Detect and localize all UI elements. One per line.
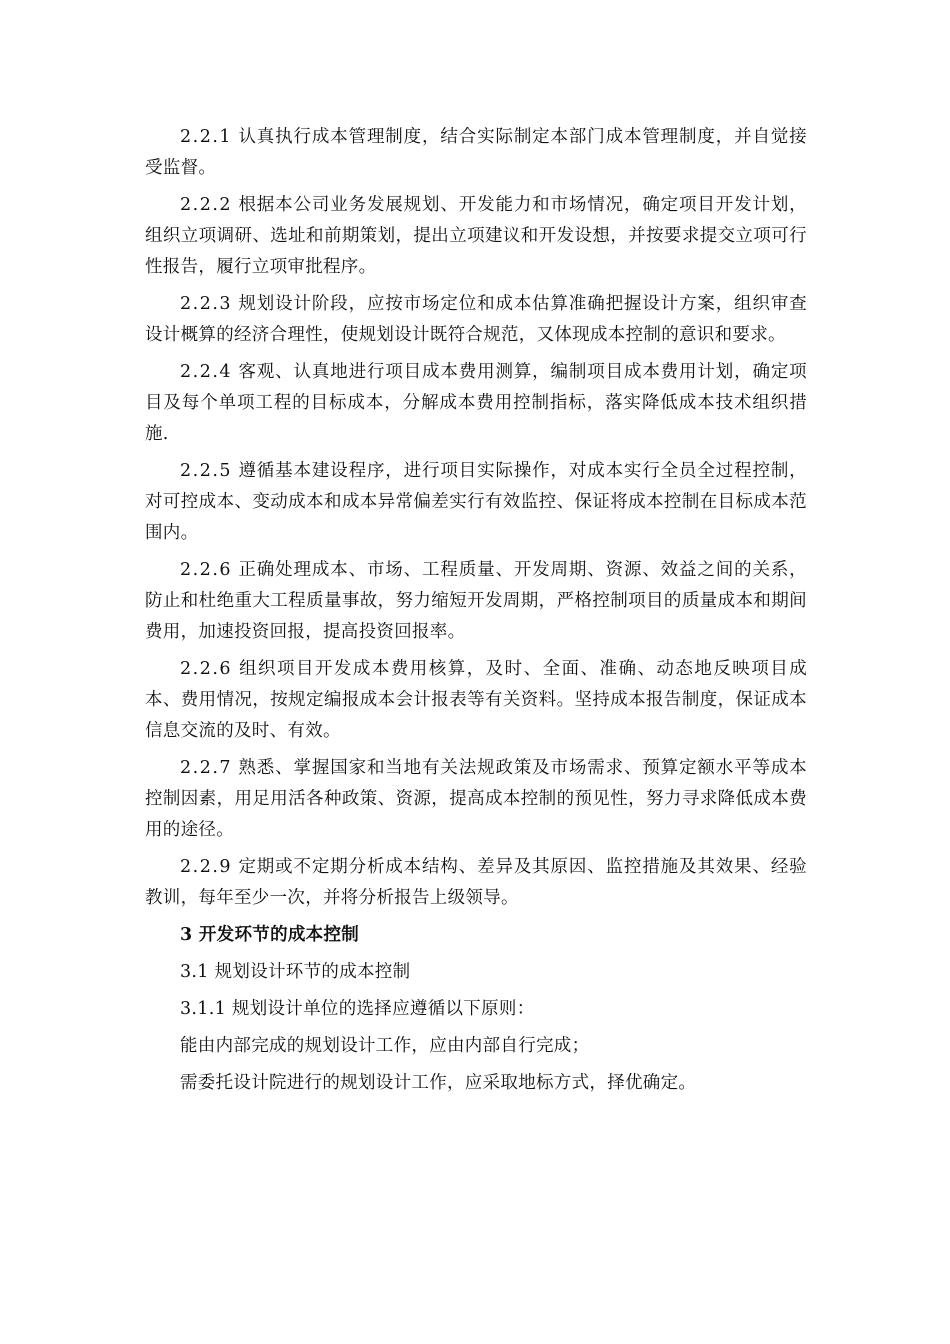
paragraph-text: 组织项目开发成本费用核算，及时、全面、准确、动态地反映项目成本、费用情况，按规定编报成本会计报表等有关资料。坚持成本报告制度，保证成本信息交流的及时、有效。: [145, 659, 807, 741]
paragraph-text: 认真执行成本管理制度，结合实际制定本部门成本管理制度，并自觉接受监督。: [145, 127, 807, 178]
paragraph-text: 遵循基本建设程序，进行项目实际操作，对成本实行全员全过程控制，对可控成本、变动成本和成本异常偏差实行有效监控、保证将成本控制在目标成本范围内。: [145, 461, 807, 543]
document-body: [145, 122, 807, 1105]
paragraph-2-2-5: [145, 456, 807, 549]
paragraph-text: 客观、认真地进行项目成本费用测算，编制项目成本费用计划，确定项目及每个单项工程的目标成本，分解成本费用控制指标，落实降低成本技术组织措施.: [145, 362, 807, 444]
clause-number: 2.2.6: [180, 659, 233, 679]
paragraph-2-2-6-a: [145, 555, 807, 648]
paragraph-text: 正确处理成本、市场、工程质量、开发周期、资源、效益之间的关系，防止和杜绝重大工程质量事故，努力缩短开发周期，严格控制项目的质量成本和期间费用，加速投资回报，提高投资回报率。: [145, 560, 807, 642]
principle-line-2: 需委托设计院进行的规划设计工作，应采取地标方式，择优确定。: [180, 1073, 697, 1093]
paragraph-2-2-9: [145, 852, 807, 914]
clause-number: 2.2.4: [180, 362, 233, 382]
clause-number: 2.2.3: [180, 294, 233, 314]
clause-number: 2.2.9: [180, 857, 233, 877]
paragraph-2-2-3: [145, 289, 807, 351]
clause-number: 2.2.1: [180, 127, 233, 147]
paragraph-text: 定期或不定期分析成本结构、差异及其原因、监控措施及其效果、经验教训，每年至少一次，并将分析报告上级领导。: [145, 857, 807, 908]
paragraph-2-2-6-b: [145, 654, 807, 747]
paragraph-2-2-1: [145, 122, 807, 184]
paragraph-text: 规划设计阶段，应按市场定位和成本估算准确把握设计方案，组织审查设计概算的经济合理性，使规划设计既符合规范，又体现成本控制的意识和要求。: [145, 294, 807, 345]
paragraph-text: 熟悉、掌握国家和当地有关法规政策及市场需求、预算定额水平等成本控制因素，用足用活各种政策、资源，提高成本控制的预见性，努力寻求降低成本费用的途径。: [145, 758, 807, 840]
paragraph-2-2-4: [145, 357, 807, 450]
subsection-heading: 3.1 规划设计环节的成本控制: [180, 962, 411, 982]
clause-number: 2.2.7: [180, 758, 233, 778]
section-heading: 3 开发环节的成本控制: [180, 925, 360, 945]
clause-number: 2.2.6: [180, 560, 233, 580]
paragraph-2-2-7: [145, 753, 807, 846]
clause-3-1-1: 3.1.1 规划设计单位的选择应遵循以下原则：: [180, 999, 535, 1019]
principle-line-1: 能由内部完成的规划设计工作，应由内部自行完成；: [180, 1036, 590, 1056]
clause-number: 2.2.5: [180, 461, 233, 481]
clause-number: 2.2.2: [180, 195, 233, 215]
paragraph-text: 根据本公司业务发展规划、开发能力和市场情况，确定项目开发计划，组织立项调研、选址和前期策划，提出立项建议和开发设想，并按要求提交立项可行性报告，履行立项审批程序。: [145, 195, 807, 277]
paragraph-2-2-2: [145, 190, 807, 283]
